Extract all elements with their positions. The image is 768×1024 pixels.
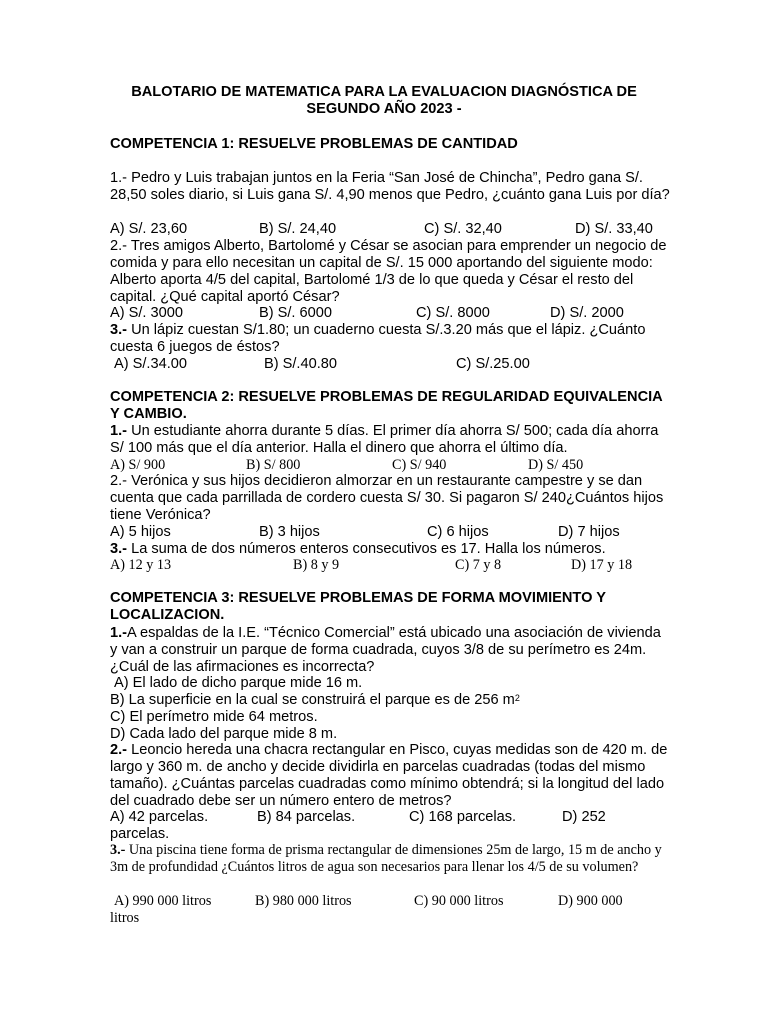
question-number: 1.- bbox=[110, 625, 128, 641]
option-a: A) 42 parcelas. bbox=[110, 809, 209, 825]
section-1-question-1 bbox=[110, 170, 670, 204]
option-b: B) S/.40.80 bbox=[264, 356, 338, 372]
section-3-question-3-options bbox=[110, 893, 670, 910]
option-d: D) S/. 2000 bbox=[550, 305, 624, 321]
question-number: 3.- bbox=[110, 541, 128, 557]
section-3-heading: COMPETENCIA 3: RESUELVE PROBLEMAS DE FORMA MOVIMIENTO Y LOCALIZACION. bbox=[110, 590, 606, 623]
section-2-heading: COMPETENCIA 2: RESUELVE PROBLEMAS DE REGULARIDAD EQUIVALENCIA Y CAMBIO. bbox=[110, 389, 663, 422]
option-d: D) 900 000 bbox=[558, 893, 623, 909]
option-c: C) S/. 32,40 bbox=[424, 221, 502, 237]
question-number: 2.- bbox=[110, 473, 128, 489]
question-text: Verónica y sus hijos decidieron almorzar en un restaurante campestre y se dan cuenta que cada parrillada de cordero cuesta S/ 30. Si pagaron S/ 240¿Cuántos hijos tiene Verónica? bbox=[110, 473, 664, 523]
section-2-question-1-options bbox=[110, 457, 670, 474]
question-text: Una piscina tiene forma de prisma rectangular de dimensiones 25m de largo, 15 m de ancho y 3m de profundidad ¿Cuántos litros de agua son necesarios para llenar los 4/5 de su volumen? bbox=[110, 842, 662, 875]
option-d: D) 7 hijos bbox=[558, 524, 620, 540]
section-1-question-3 bbox=[110, 322, 670, 356]
question-text: Un lápiz cuestan S/1.80; un cuaderno cuesta S/.3.20 más que el lápiz. ¿Cuánto cuesta 6 juegos de éstos? bbox=[110, 322, 646, 355]
option-d: D) S/ 450 bbox=[528, 457, 584, 473]
option-a: A) S/ 900 bbox=[110, 457, 166, 473]
section-1-heading: COMPETENCIA 1: RESUELVE PROBLEMAS DE CANTIDAD bbox=[110, 136, 518, 152]
title-line-2: SEGUNDO AÑO 2023 - bbox=[306, 101, 462, 117]
option-d: D) 252 bbox=[562, 809, 606, 825]
option-c: C) 7 y 8 bbox=[455, 557, 502, 573]
question-number: 2.- bbox=[110, 238, 128, 254]
section-1-question-2-options bbox=[110, 305, 670, 322]
option-b: B) 84 parcelas. bbox=[257, 809, 356, 825]
option-b-text: B) La superficie en la cual se construirá el parque es de 256 m bbox=[110, 692, 515, 708]
document-title bbox=[100, 84, 668, 118]
title-line-1: BALOTARIO DE MATEMATICA PARA LA EVALUACION DIAGNÓSTICA DE bbox=[131, 84, 637, 100]
option-c: C) S/ 940 bbox=[392, 457, 447, 473]
question-number: 3.- bbox=[110, 842, 126, 858]
section-3-question-1-option-a: A) El lado de dicho parque mide 16 m. bbox=[114, 675, 363, 691]
section-3-question-2-options bbox=[110, 809, 670, 826]
option-b: B) S/ 800 bbox=[246, 457, 301, 473]
question-text: La suma de dos números enteros consecutivos es 17. Halla los números. bbox=[131, 541, 606, 557]
option-a: A) S/. 23,60 bbox=[110, 221, 188, 237]
option-c: C) 6 hijos bbox=[427, 524, 489, 540]
question-number: 2.- bbox=[110, 742, 128, 758]
section-3-question-2-option-d-continued: parcelas. bbox=[110, 826, 170, 842]
option-b-superscript: 2 bbox=[514, 693, 520, 703]
question-text: Leoncio hereda una chacra rectangular en Pisco, cuyas medidas son de 420 m. de largo y 360 m. de ancho y decide dividirla en parcelas cuadradas (todas del mismo tamaño). ¿Cuántas parcelas cuadradas como mínimo obtendrá; si la longitud del lado del cuadrado debe ser un número entero de metros? bbox=[110, 742, 668, 809]
option-c: C) 90 000 litros bbox=[414, 893, 504, 909]
option-a: A) S/. 3000 bbox=[110, 305, 184, 321]
section-3-question-1-option-d: D) Cada lado del parque mide 8 m. bbox=[110, 726, 338, 742]
option-d: D) S/. 33,40 bbox=[575, 221, 653, 237]
option-b: B) 980 000 litros bbox=[255, 893, 352, 909]
section-1-question-1-options bbox=[110, 221, 670, 238]
section-3-question-1-option-b bbox=[110, 692, 520, 709]
section-2-question-3-options bbox=[110, 557, 670, 574]
option-d: D) 17 y 18 bbox=[571, 557, 633, 573]
question-text: Tres amigos Alberto, Bartolomé y César se asocian para emprender un negocio de comida y para ello necesitan un capital de S/. 15 000 aportando del siguiente modo: Alberto aporta 4/5 del capital, Bartolomé 1/3 de lo que queda y César el resto del capital. ¿Qué capital aportó César? bbox=[110, 238, 667, 305]
section-1-question-3-options bbox=[110, 356, 670, 373]
section-3-question-3-option-d-continued: litros bbox=[110, 910, 140, 926]
section-3-question-3 bbox=[110, 842, 670, 876]
option-b: B) 3 hijos bbox=[259, 524, 320, 540]
option-b: B) S/. 6000 bbox=[259, 305, 333, 321]
option-c: C) S/. 8000 bbox=[416, 305, 490, 321]
question-number: 3.- bbox=[110, 322, 128, 338]
section-3-question-1 bbox=[110, 625, 670, 676]
option-a: A) S/.34.00 bbox=[114, 356, 188, 372]
option-b: B) S/. 24,40 bbox=[259, 221, 337, 237]
section-2-question-2 bbox=[110, 473, 670, 524]
option-a: A) 5 hijos bbox=[110, 524, 171, 540]
section-2-question-1 bbox=[110, 423, 670, 457]
section-1-question-2 bbox=[110, 238, 670, 306]
option-a: A) 990 000 litros bbox=[114, 893, 212, 909]
option-b: B) 8 y 9 bbox=[293, 557, 340, 573]
question-text: Un estudiante ahorra durante 5 días. El primer día ahorra S/ 500; cada día ahorra S/ 100 más que el día anterior. Halla el dinero que ahorra el último día. bbox=[110, 423, 659, 456]
section-3-question-1-option-c: C) El perímetro mide 64 metros. bbox=[110, 709, 318, 725]
question-number: 1.- bbox=[110, 423, 128, 439]
section-3-question-2 bbox=[110, 742, 670, 810]
question-text: Pedro y Luis trabajan juntos en la Feria “San José de Chincha”, Pedro gana S/. 28,50 soles diario, si Luis gana S/. 4,90 menos que Pedro, ¿cuánto gana Luis por día? bbox=[110, 170, 670, 203]
question-text: A espaldas de la I.E. “Técnico Comercial” está ubicado una asociación de vivienda y van a construir un parque de forma cuadrada, cuyos 3/8 de su perímetro es 24m. ¿Cuál de las afirmaciones es incorrecta? bbox=[110, 625, 661, 675]
option-c: C) 168 parcelas. bbox=[409, 809, 517, 825]
option-c: C) S/.25.00 bbox=[456, 356, 530, 372]
option-a: A) 12 y 13 bbox=[110, 557, 172, 573]
section-2-question-3 bbox=[110, 541, 670, 558]
section-2-question-2-options bbox=[110, 524, 670, 541]
question-number: 1.- bbox=[110, 170, 128, 186]
